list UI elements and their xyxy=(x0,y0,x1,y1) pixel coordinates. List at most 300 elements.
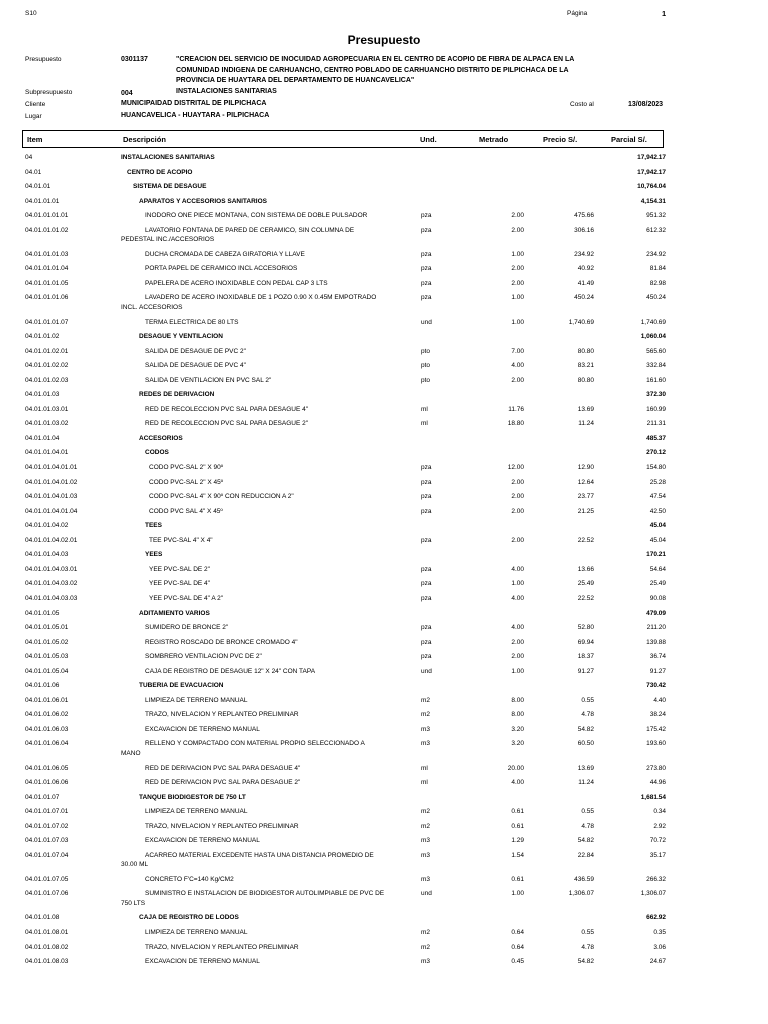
row-parcial: 951.32 xyxy=(646,212,666,220)
row-precio: 11.24 xyxy=(578,420,594,428)
row-metrado: 7.00 xyxy=(511,347,524,355)
row-unit: ml xyxy=(421,405,428,413)
row-parcial: 175.42 xyxy=(646,725,666,733)
row-item-code: 04.01.01.08.01 xyxy=(25,929,69,936)
row-unit: pza xyxy=(421,653,432,661)
costo-date: 13/08/2023 xyxy=(628,101,664,108)
page-ref: S10 xyxy=(25,10,37,17)
row-description: CONCRETO F'C=140 Kg/CM2 xyxy=(145,875,234,883)
row-item-code: 04 xyxy=(25,154,33,161)
row-unit: pza xyxy=(421,507,432,515)
row-description: LAVADERO DE ACERO INOXIDABLE DE 1 POZO 0.90 X 0.45M EMPOTRADO xyxy=(145,294,377,302)
row-precio: 91.27 xyxy=(577,667,594,675)
row-parcial: 161.60 xyxy=(646,376,666,384)
row-description: REDES DE DERIVACION xyxy=(139,391,215,399)
row-item-code: 04.01.01.03 xyxy=(25,391,60,399)
row-parcial: 0.35 xyxy=(653,929,666,936)
row-description: EXCAVACION DE TERRENO MANUAL xyxy=(145,725,260,733)
row-description: TEES xyxy=(145,522,162,530)
row-parcial: 17,942.17 xyxy=(637,168,666,176)
row-description: CENTRO DE ACOPIO xyxy=(127,168,193,176)
row-item-code: 04.01.01.02.01 xyxy=(25,347,69,355)
row-metrado: 1.00 xyxy=(511,294,524,302)
row-unit: m2 xyxy=(421,696,431,704)
row-parcial: 612.32 xyxy=(646,226,666,234)
row-unit: pza xyxy=(421,265,432,273)
row-description: TANQUE BIODIGESTOR DE 750 LT xyxy=(139,793,246,801)
row-metrado: 0.61 xyxy=(511,875,524,883)
row-parcial: 730.42 xyxy=(646,682,666,690)
row-precio: 22.52 xyxy=(577,536,594,544)
row-description: LIMPIEZA DE TERRENO MANUAL xyxy=(145,696,248,704)
page-label: Página xyxy=(567,10,588,17)
row-metrado: 2.00 xyxy=(511,226,524,234)
lugar-label: Lugar xyxy=(25,113,42,120)
row-description: SALIDA DE VENTILACION EN PVC SAL 2" xyxy=(145,376,272,384)
row-item-code: 04.01.01.01.01 xyxy=(25,212,69,220)
row-unit: pza xyxy=(421,294,432,302)
row-item-code: 04.01.01.08.03 xyxy=(25,958,69,966)
project-line: "CREACION DEL SERVICIO DE INOCUIDAD AGROPECUARIA EN EL CENTRO DE ACOPIO DE FIBRA DE ALPACA EN LA xyxy=(176,56,575,63)
row-parcial: 4,154.31 xyxy=(640,197,666,205)
row-unit: m3 xyxy=(421,725,431,733)
row-parcial: 154.80 xyxy=(646,464,666,471)
row-description: SALIDA DE DESAGUE DE PVC 4" xyxy=(145,362,246,370)
row-item-code: 04.01.01.03.02 xyxy=(25,420,69,428)
row-description: APARATOS Y ACCESORIOS SANITARIOS xyxy=(139,197,267,205)
row-parcial: 2.92 xyxy=(653,822,666,830)
row-precio: 54.82 xyxy=(577,725,594,733)
row-parcial: 25.28 xyxy=(649,478,666,486)
row-precio: 475.66 xyxy=(574,212,594,220)
row-item-code: 04.01.01.05.04 xyxy=(25,667,69,675)
row-unit: m2 xyxy=(421,929,431,936)
row-parcial: 1,306.07 xyxy=(640,890,666,898)
subpresupuesto-name: INSTALACIONES SANITARIAS xyxy=(176,88,277,95)
row-parcial: 332.84 xyxy=(646,362,666,370)
row-precio: 0.55 xyxy=(581,929,594,936)
row-parcial: 211.20 xyxy=(646,624,666,632)
row-parcial: 193.60 xyxy=(646,740,666,748)
row-metrado: 2.00 xyxy=(511,536,524,544)
row-description: RED DE RECOLECCION PVC SAL PARA DESAGUE 4" xyxy=(145,405,309,413)
row-precio: 12.64 xyxy=(577,478,594,486)
row-description: LAVATORIO FONTANA DE PARED DE CERAMICO, SIN COLUMNA DE xyxy=(145,226,355,234)
row-parcial: 479.09 xyxy=(646,609,666,617)
cliente-label: Cliente xyxy=(25,101,46,108)
row-description: CODO PVC SAL 4" X 45º xyxy=(149,507,223,515)
row-precio: 23.77 xyxy=(577,493,594,501)
row-precio: 436.59 xyxy=(574,875,594,883)
row-unit: m3 xyxy=(421,837,431,845)
row-precio: 25.49 xyxy=(577,580,594,588)
row-parcial: 25.49 xyxy=(649,580,666,588)
row-unit: pza xyxy=(421,594,432,602)
row-parcial: 44.96 xyxy=(649,779,666,787)
row-metrado: 1.00 xyxy=(511,580,524,588)
row-item-code: 04.01.01.07.03 xyxy=(25,837,69,845)
row-item-code: 04.01.01.01.04 xyxy=(25,265,69,273)
row-item-code: 04.01.01.06 xyxy=(25,682,60,690)
row-item-code: 04.01.01.05.03 xyxy=(25,653,69,661)
row-precio: 22.84 xyxy=(577,851,594,859)
row-item-code: 04.01.01.06.04 xyxy=(25,740,69,748)
row-parcial: 234.92 xyxy=(646,250,666,258)
row-parcial: 38.24 xyxy=(649,711,666,719)
row-description: RED DE RECOLECCION PVC SAL PARA DESAGUE 2" xyxy=(145,420,309,428)
row-precio: 306.16 xyxy=(574,226,594,234)
row-precio: 11.24 xyxy=(578,779,594,787)
row-parcial: 82.98 xyxy=(649,279,666,287)
row-item-code: 04.01.01.01.02 xyxy=(25,226,69,234)
row-precio: 80.80 xyxy=(577,376,594,384)
row-description: CODO PVC-SAL 2" X 45º xyxy=(149,478,224,486)
row-item-code: 04.01.01.02.02 xyxy=(25,362,69,370)
row-parcial: 1,740.69 xyxy=(640,318,666,326)
row-parcial: 450.24 xyxy=(646,294,666,302)
row-metrado: 0.64 xyxy=(511,943,524,951)
cliente-name: MUNICIPAIDAD DISTRITAL DE PILPICHACA xyxy=(121,100,267,107)
row-item-code: 04.01.01.06.02 xyxy=(25,711,69,719)
row-item-code: 04.01.01.04.01 xyxy=(25,449,69,457)
row-parcial: 170.21 xyxy=(646,551,666,559)
row-parcial: 35.17 xyxy=(649,851,666,859)
row-parcial: 565.60 xyxy=(646,347,666,355)
row-precio: 52.80 xyxy=(577,624,594,632)
row-precio: 4.78 xyxy=(581,943,594,951)
row-metrado: 0.45 xyxy=(511,958,524,966)
row-parcial: 0.34 xyxy=(653,808,666,816)
row-parcial: 266.32 xyxy=(646,875,666,883)
row-description: REGISTRO ROSCADO DE BRONCE CROMADO 4" xyxy=(145,638,298,646)
row-item-code: 04.01.01.05.02 xyxy=(25,638,69,646)
row-parcial: 45.04 xyxy=(649,522,666,530)
row-parcial: 36.74 xyxy=(649,653,666,661)
row-item-code: 04.01.01.07.04 xyxy=(25,851,69,859)
row-metrado: 1.29 xyxy=(511,837,524,845)
row-description: PORTA PAPEL DE CERAMICO INCL ACCESORIOS xyxy=(145,265,298,273)
row-item-code: 04.01.01.07.05 xyxy=(25,875,69,883)
row-description: TRAZO, NIVELACION Y REPLANTEO PRELIMINAR xyxy=(145,711,299,719)
row-metrado: 1.00 xyxy=(511,667,524,675)
row-parcial: 485.37 xyxy=(646,434,666,442)
row-parcial: 4.40 xyxy=(653,696,666,704)
row-precio: 13.69 xyxy=(577,405,594,413)
row-parcial: 17,942.17 xyxy=(637,154,666,161)
row-item-code: 04.01.01.08 xyxy=(25,914,60,922)
row-metrado: 1.00 xyxy=(511,890,524,898)
row-metrado: 3.20 xyxy=(511,740,524,748)
row-description: LIMPIEZA DE TERRENO MANUAL xyxy=(145,929,248,936)
row-description: PAPELERA DE ACERO INOXIDABLE CON PEDAL CAP 3 LTS xyxy=(145,279,328,287)
row-unit: pto xyxy=(421,347,431,355)
row-precio: 41.49 xyxy=(577,279,594,287)
row-parcial: 81.84 xyxy=(649,265,666,273)
costo-label: Costo al xyxy=(570,101,594,108)
row-description: TUBERIA DE EVACUACION xyxy=(139,682,224,690)
row-parcial: 273.80 xyxy=(646,764,666,772)
row-description: TERMA ELECTRICA DE 80 LTS xyxy=(145,318,239,326)
row-item-code: 04.01.01.05 xyxy=(25,609,60,617)
row-parcial: 1,060.04 xyxy=(640,333,666,341)
lugar-name: HUANCAVELICA - HUAYTARA - PILPICHACA xyxy=(121,112,270,119)
row-description: CAJA DE REGISTRO DE DESAGUE 12" X 24" CON TAPA xyxy=(145,667,316,675)
row-description-cont: 750 LTS xyxy=(121,899,146,907)
row-metrado: 12.00 xyxy=(507,464,524,471)
row-metrado: 2.00 xyxy=(511,478,524,486)
row-description: TRAZO, NIVELACION Y REPLANTEO PRELIMINAR xyxy=(145,822,299,830)
row-metrado: 2.00 xyxy=(511,265,524,273)
row-unit: m3 xyxy=(421,875,431,883)
row-unit: m2 xyxy=(421,808,431,816)
row-precio: 0.55 xyxy=(581,808,594,816)
row-item-code: 04.01.01.04.03.03 xyxy=(25,594,78,602)
row-parcial: 139.88 xyxy=(646,638,666,646)
row-unit: m3 xyxy=(421,958,431,966)
row-item-code: 04.01.01.01.06 xyxy=(25,294,69,302)
row-item-code: 04.01.01.03.01 xyxy=(25,405,69,413)
row-precio: 1,740.69 xyxy=(568,318,594,326)
page-title: Presupuesto xyxy=(347,33,421,47)
row-item-code: 04.01.01.04.03.02 xyxy=(25,580,78,588)
row-unit: m2 xyxy=(421,943,431,951)
row-precio: 12.90 xyxy=(577,464,594,471)
row-precio: 1,306.07 xyxy=(568,890,594,898)
row-description: INODORO ONE PIECE MONTANA, CON SISTEMA DE DOBLE PULSADOR xyxy=(145,212,368,220)
row-metrado: 2.00 xyxy=(511,653,524,661)
row-description: CAJA DE REGISTRO DE LODOS xyxy=(139,914,239,922)
row-metrado: 4.00 xyxy=(511,565,524,573)
row-description: TRAZO, NIVELACION Y REPLANTEO PRELIMINAR xyxy=(145,943,299,951)
row-unit: pza xyxy=(421,464,432,471)
row-precio: 13.69 xyxy=(577,764,594,772)
row-item-code: 04.01.01.07.06 xyxy=(25,890,69,898)
row-item-code: 04.01.01.06.05 xyxy=(25,764,69,772)
row-parcial: 372.30 xyxy=(646,391,666,399)
row-description: ADITAMIENTO VARIOS xyxy=(139,609,210,617)
row-unit: pto xyxy=(421,376,431,384)
row-metrado: 4.00 xyxy=(511,624,524,632)
row-precio: 54.82 xyxy=(577,958,594,966)
row-description: YEE PVC-SAL DE 2" xyxy=(149,565,210,573)
row-metrado: 0.61 xyxy=(511,822,524,830)
row-unit: pza xyxy=(421,536,432,544)
row-parcial: 45.04 xyxy=(649,536,666,544)
row-precio: 80.80 xyxy=(577,347,594,355)
row-description-cont: MANO xyxy=(121,749,141,757)
row-parcial: 24.67 xyxy=(649,958,666,966)
row-description: RED DE DERIVACION PVC SAL PARA DESAGUE 4" xyxy=(145,764,301,772)
row-item-code: 04.01.01.04.01.03 xyxy=(25,493,78,501)
row-item-code: 04.01.01.01 xyxy=(25,197,60,205)
row-item-code: 04.01.01.04 xyxy=(25,434,60,442)
row-parcial: 91.27 xyxy=(649,667,666,675)
page-number: 1 xyxy=(662,9,667,18)
row-description: DUCHA CROMADA DE CABEZA GIRATORIA Y LLAVE xyxy=(145,250,305,258)
col-descripcion: Descripción xyxy=(123,135,166,144)
row-unit: pza xyxy=(421,279,432,287)
row-precio: 40.92 xyxy=(577,265,594,273)
presupuesto-label: Presupuesto xyxy=(25,56,62,63)
row-precio: 54.82 xyxy=(577,837,594,845)
row-metrado: 20.00 xyxy=(507,764,524,772)
column-header xyxy=(22,130,664,148)
row-metrado: 2.00 xyxy=(511,493,524,501)
row-precio: 13.66 xyxy=(577,565,594,573)
row-description: SOMBRERO VENTILACION PVC DE 2" xyxy=(145,653,262,661)
row-metrado: 8.00 xyxy=(511,711,524,719)
row-parcial: 662.92 xyxy=(646,914,666,922)
row-metrado: 4.00 xyxy=(511,779,524,787)
col-precio: Precio S/. xyxy=(543,135,578,144)
row-metrado: 3.20 xyxy=(511,725,524,733)
subpresupuesto-label: Subpresupuesto xyxy=(25,89,73,96)
row-item-code: 04.01 xyxy=(25,168,42,176)
row-description: CODOS xyxy=(145,449,169,457)
row-item-code: 04.01.01.08.02 xyxy=(25,943,69,951)
row-unit: pza xyxy=(421,624,432,632)
row-parcial: 1,681.54 xyxy=(640,793,666,801)
row-unit: pza xyxy=(421,478,432,486)
row-description: DESAGUE Y VENTILACION xyxy=(139,333,223,341)
row-item-code: 04.01.01.01.05 xyxy=(25,279,69,287)
row-precio: 83.21 xyxy=(577,362,594,370)
row-parcial: 211.31 xyxy=(646,420,666,428)
row-item-code: 04.01.01.07 xyxy=(25,793,60,801)
row-metrado: 0.64 xyxy=(511,929,524,936)
row-description-cont: 30.00 ML xyxy=(121,861,149,869)
row-item-code: 04.01.01.02 xyxy=(25,333,60,341)
row-precio: 4.78 xyxy=(581,711,594,719)
col-item: Item xyxy=(27,135,43,144)
project-line: COMUNIDAD INDIGENA DE CARHUANCHO, CENTRO POBLADO DE CARHUANCHO DISTRITO DE PILPICHACA DE LA xyxy=(176,66,569,74)
project-description xyxy=(176,55,616,87)
row-unit: pza xyxy=(421,580,432,588)
row-description-cont: PEDESTAL INC./ACCESORIOS xyxy=(121,236,215,244)
row-metrado: 1.00 xyxy=(511,250,524,258)
row-parcial: 3.06 xyxy=(653,943,666,951)
row-metrado: 11.76 xyxy=(508,405,524,413)
row-description: YEE PVC-SAL DE 4" xyxy=(149,580,210,588)
row-unit: pto xyxy=(421,362,431,370)
row-precio: 450.24 xyxy=(574,294,594,302)
row-description: ACCESORIOS xyxy=(139,434,183,442)
row-description: CODO PVC-SAL 4" X 90º CON REDUCCION A 2" xyxy=(149,493,294,501)
row-metrado: 1.00 xyxy=(511,318,524,326)
col-metrado: Metrado xyxy=(479,135,509,144)
row-description: RELLENO Y COMPACTADO CON MATERIAL PROPIO SELECCIONADO A xyxy=(145,740,365,748)
row-parcial: 54.64 xyxy=(649,565,666,573)
row-item-code: 04.01.01.05.01 xyxy=(25,624,69,632)
row-description: SUMIDERO DE BRONCE 2" xyxy=(145,624,229,632)
row-unit: und xyxy=(421,667,432,675)
row-description: SUMINISTRO E INSTALACION DE BIODIGESTOR AUTOLIMPIABLE DE PVC DE xyxy=(145,890,385,898)
row-metrado: 2.00 xyxy=(511,212,524,220)
row-item-code: 04.01.01.01.07 xyxy=(25,318,69,326)
row-description: TEE PVC-SAL 4" X 4" xyxy=(149,536,213,544)
row-item-code: 04.01.01.01.03 xyxy=(25,250,69,258)
row-description: SISTEMA DE DESAGUE xyxy=(133,183,207,191)
row-item-code: 04.01.01.04.03 xyxy=(25,551,69,559)
row-parcial: 70.72 xyxy=(649,837,666,845)
row-metrado: 2.00 xyxy=(511,376,524,384)
row-item-code: 04.01.01.04.02.01 xyxy=(25,536,78,544)
row-parcial: 42.50 xyxy=(649,507,666,515)
row-item-code: 04.01.01.04.01.01 xyxy=(25,464,78,471)
row-parcial: 160.99 xyxy=(646,405,666,413)
row-unit: m3 xyxy=(421,851,431,859)
row-item-code: 04.01.01.06.03 xyxy=(25,725,69,733)
row-metrado: 1.54 xyxy=(511,851,524,859)
row-item-code: 04.01.01 xyxy=(25,183,51,191)
row-unit: ml xyxy=(421,764,428,772)
subpresupuesto-code: 004 xyxy=(121,90,133,97)
row-precio: 4.78 xyxy=(581,822,594,830)
row-metrado: 18.80 xyxy=(507,420,524,428)
row-item-code: 04.01.01.07.02 xyxy=(25,822,69,830)
row-precio: 21.25 xyxy=(577,507,594,515)
row-description: SALIDA DE DESAGUE DE PVC 2" xyxy=(145,347,246,355)
row-unit: pza xyxy=(421,212,432,220)
row-description: YEES xyxy=(145,551,163,559)
row-unit: pza xyxy=(421,565,432,573)
row-metrado: 8.00 xyxy=(511,696,524,704)
col-und: Und. xyxy=(420,135,437,144)
row-parcial: 47.54 xyxy=(649,493,666,501)
row-item-code: 04.01.01.04.02 xyxy=(25,522,69,530)
row-description: EXCAVACION DE TERRENO MANUAL xyxy=(145,958,260,966)
row-unit: pza xyxy=(421,638,432,646)
row-unit: und xyxy=(421,890,432,898)
row-description-cont: INCL. ACCESORIOS xyxy=(121,303,183,311)
row-parcial: 90.08 xyxy=(649,594,666,602)
row-precio: 0.55 xyxy=(581,696,594,704)
row-unit: pza xyxy=(421,226,432,234)
row-precio: 69.94 xyxy=(577,638,594,646)
row-description: CODO PVC-SAL 2" X 90º xyxy=(149,464,224,471)
row-item-code: 04.01.01.06.01 xyxy=(25,696,69,704)
presupuesto-code: 0301137 xyxy=(121,56,148,63)
row-unit: pza xyxy=(421,493,432,501)
row-metrado: 4.00 xyxy=(511,362,524,370)
row-description: ACARREO MATERIAL EXCEDENTE HASTA UNA DISTANCIA PROMEDIO DE xyxy=(145,851,374,859)
project-line: PROVINCIA DE HUAYTARA DEL DEPARTAMENTO DE HUANCAVELICA" xyxy=(176,77,415,84)
row-unit: ml xyxy=(421,779,428,787)
row-item-code: 04.01.01.07.01 xyxy=(25,808,69,816)
row-precio: 60.50 xyxy=(577,740,594,748)
row-metrado: 4.00 xyxy=(511,594,524,602)
row-description: EXCAVACION DE TERRENO MANUAL xyxy=(145,837,260,845)
col-parcial: Parcial S/. xyxy=(611,135,647,144)
row-precio: 234.92 xyxy=(574,250,594,258)
row-unit: m2 xyxy=(421,711,431,719)
row-description: YEE PVC-SAL DE 4" A 2" xyxy=(149,594,224,602)
row-parcial: 10,764.04 xyxy=(637,183,666,191)
row-item-code: 04.01.01.04.01.04 xyxy=(25,507,78,515)
row-precio: 18.37 xyxy=(577,653,594,661)
row-metrado: 0.61 xyxy=(511,808,524,816)
row-unit: ml xyxy=(421,420,428,428)
row-parcial: 270.12 xyxy=(646,449,666,457)
row-description: LIMPIEZA DE TERRENO MANUAL xyxy=(145,808,248,816)
row-item-code: 04.01.01.02.03 xyxy=(25,376,69,384)
row-item-code: 04.01.01.06.06 xyxy=(25,779,69,787)
row-unit: m3 xyxy=(421,740,431,748)
row-description: INSTALACIONES SANITARIAS xyxy=(121,154,215,161)
row-description: RED DE DERIVACION PVC SAL PARA DESAGUE 2" xyxy=(145,779,301,787)
row-item-code: 04.01.01.04.01.02 xyxy=(25,478,78,486)
row-item-code: 04.01.01.04.03.01 xyxy=(25,565,78,573)
